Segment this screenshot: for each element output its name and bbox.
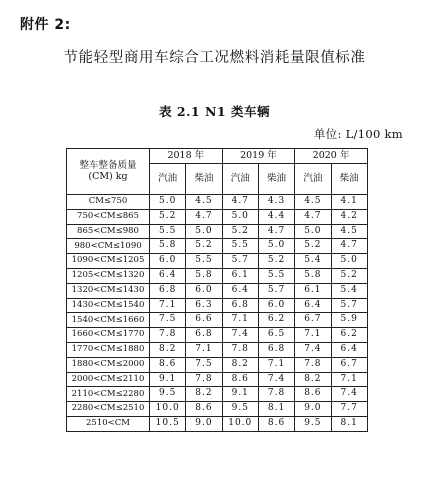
- limit-value-cell: 5.0: [258, 239, 294, 254]
- limit-value-cell: 8.1: [331, 416, 367, 431]
- limit-value-cell: 4.7: [258, 224, 294, 239]
- table-body: [67, 195, 368, 432]
- limit-value-cell: 6.0: [258, 298, 294, 313]
- limit-value-cell: 5.0: [186, 224, 222, 239]
- year-header-2018: 2018 年: [150, 149, 223, 164]
- limit-value-cell: 6.4: [222, 283, 258, 298]
- table-row: [67, 254, 368, 269]
- limit-value-cell: 5.2: [331, 268, 367, 283]
- mass-column-header: [67, 149, 150, 195]
- mass-range-cell: 980<CM≤1090: [67, 239, 150, 254]
- table-row: [67, 313, 368, 328]
- table-row: [67, 357, 368, 372]
- limit-value-cell: 5.8: [295, 268, 331, 283]
- mass-range-cell: 1540<CM≤1660: [67, 313, 150, 328]
- limit-value-cell: 8.2: [295, 372, 331, 387]
- attachment-label: 附件 2:: [20, 17, 71, 33]
- table-title: 表 2.1 N1 类车辆: [159, 104, 270, 119]
- limit-value-cell: 5.5: [258, 268, 294, 283]
- mass-range-cell: 865<CM≤980: [67, 224, 150, 239]
- limit-value-cell: 4.5: [186, 195, 222, 210]
- limit-value-cell: 10.0: [150, 402, 186, 417]
- limit-value-cell: 7.1: [258, 357, 294, 372]
- limit-value-cell: 4.7: [331, 239, 367, 254]
- limit-value-cell: 6.8: [258, 342, 294, 357]
- limit-value-cell: 4.7: [295, 209, 331, 224]
- limit-value-cell: 5.2: [295, 239, 331, 254]
- limit-value-cell: 5.8: [186, 268, 222, 283]
- mass-range-cell: 1090<CM≤1205: [67, 254, 150, 269]
- table-row: [67, 342, 368, 357]
- limit-value-cell: 7.5: [186, 357, 222, 372]
- limit-value-cell: 6.1: [222, 268, 258, 283]
- limit-value-cell: 6.2: [258, 313, 294, 328]
- table-row: [67, 402, 368, 417]
- unit-note: 单位: L/100 km: [313, 127, 403, 141]
- limit-value-cell: 4.7: [222, 195, 258, 210]
- limit-value-cell: 5.0: [295, 224, 331, 239]
- mass-header-line1: 整车整备质量: [79, 160, 137, 172]
- limit-value-cell: 4.3: [258, 195, 294, 210]
- table-row: [67, 195, 368, 210]
- limit-value-cell: 6.8: [222, 298, 258, 313]
- limit-value-cell: 4.1: [331, 195, 367, 210]
- limit-value-cell: 8.2: [186, 387, 222, 402]
- limit-value-cell: 9.5: [150, 387, 186, 402]
- limit-value-cell: 6.0: [150, 254, 186, 269]
- limit-value-cell: 10.0: [222, 416, 258, 431]
- fuel-header-diesel: 柴油: [186, 164, 222, 195]
- limit-value-cell: 5.7: [331, 298, 367, 313]
- limit-value-cell: 5.5: [222, 239, 258, 254]
- limit-value-cell: 9.1: [150, 372, 186, 387]
- table-row: [67, 387, 368, 402]
- limit-value-cell: 7.8: [295, 357, 331, 372]
- limit-value-cell: 7.4: [222, 328, 258, 343]
- limit-value-cell: 7.8: [186, 372, 222, 387]
- table-row: [67, 268, 368, 283]
- limit-value-cell: 8.6: [295, 387, 331, 402]
- limit-value-cell: 9.0: [295, 402, 331, 417]
- limit-value-cell: 5.5: [186, 254, 222, 269]
- limit-value-cell: 7.1: [186, 342, 222, 357]
- limit-value-cell: 8.6: [222, 372, 258, 387]
- year-header-2020: 2020 年: [295, 149, 368, 164]
- limit-value-cell: 7.5: [150, 313, 186, 328]
- year-header-2019: 2019 年: [222, 149, 295, 164]
- limit-value-cell: 9.5: [222, 402, 258, 417]
- table-row: [67, 372, 368, 387]
- fuel-header-diesel: 柴油: [331, 164, 367, 195]
- limit-value-cell: 4.2: [331, 209, 367, 224]
- table-row: [67, 209, 368, 224]
- mass-range-cell: CM≤750: [67, 195, 150, 210]
- limit-value-cell: 7.8: [258, 387, 294, 402]
- limit-value-cell: 6.0: [186, 283, 222, 298]
- limit-value-cell: 5.0: [150, 195, 186, 210]
- limit-value-cell: 5.2: [150, 209, 186, 224]
- limit-value-cell: 8.6: [258, 416, 294, 431]
- limit-value-cell: 7.8: [222, 342, 258, 357]
- limit-value-cell: 7.1: [222, 313, 258, 328]
- limit-value-cell: 8.2: [150, 342, 186, 357]
- limit-value-cell: 9.0: [186, 416, 222, 431]
- table-row: [67, 298, 368, 313]
- mass-range-cell: 1660<CM≤1770: [67, 328, 150, 343]
- limit-value-cell: 8.2: [222, 357, 258, 372]
- limit-value-cell: 5.4: [331, 283, 367, 298]
- limit-value-cell: 6.1: [295, 283, 331, 298]
- mass-range-cell: 2510<CM: [67, 416, 150, 431]
- table-header-years: [67, 149, 368, 164]
- mass-range-cell: 1430<CM≤1540: [67, 298, 150, 313]
- limit-value-cell: 5.4: [295, 254, 331, 269]
- limit-value-cell: 7.4: [295, 342, 331, 357]
- limit-value-cell: 5.2: [222, 224, 258, 239]
- mass-range-cell: 2110<CM≤2280: [67, 387, 150, 402]
- limit-value-cell: 6.4: [331, 342, 367, 357]
- limit-value-cell: 5.0: [222, 209, 258, 224]
- limit-value-cell: 6.2: [331, 328, 367, 343]
- limit-value-cell: 5.7: [258, 283, 294, 298]
- limit-value-cell: 5.9: [331, 313, 367, 328]
- limit-value-cell: 7.1: [150, 298, 186, 313]
- limit-value-cell: 5.5: [150, 224, 186, 239]
- limit-value-cell: 5.2: [258, 254, 294, 269]
- table-row: [67, 328, 368, 343]
- limit-value-cell: 7.4: [258, 372, 294, 387]
- mass-range-cell: 2280<CM≤2510: [67, 402, 150, 417]
- mass-range-cell: 1880<CM≤2000: [67, 357, 150, 372]
- limit-value-cell: 10.5: [150, 416, 186, 431]
- document-title: 节能轻型商用车综合工况燃料消耗量限值标准: [63, 50, 366, 66]
- fuel-header-gasoline: 汽油: [295, 164, 331, 195]
- limit-value-cell: 5.7: [222, 254, 258, 269]
- limit-value-cell: 4.5: [331, 224, 367, 239]
- limit-value-cell: 6.6: [186, 313, 222, 328]
- table-row: [67, 283, 368, 298]
- limit-value-cell: 4.4: [258, 209, 294, 224]
- limit-value-cell: 5.2: [186, 239, 222, 254]
- limit-value-cell: 9.1: [222, 387, 258, 402]
- mass-range-cell: 750<CM≤865: [67, 209, 150, 224]
- mass-range-cell: 1205<CM≤1320: [67, 268, 150, 283]
- limit-value-cell: 6.8: [186, 328, 222, 343]
- limit-value-cell: 4.5: [295, 195, 331, 210]
- fuel-header-gasoline: 汽油: [150, 164, 186, 195]
- mass-range-cell: 2000<CM≤2110: [67, 372, 150, 387]
- limit-value-cell: 6.3: [186, 298, 222, 313]
- mass-range-cell: 1770<CM≤1880: [67, 342, 150, 357]
- limit-value-cell: 7.8: [150, 328, 186, 343]
- limit-value-cell: 6.4: [295, 298, 331, 313]
- limit-value-cell: 6.8: [150, 283, 186, 298]
- mass-header-line2: (CM) kg: [88, 170, 128, 182]
- limit-value-cell: 7.1: [331, 372, 367, 387]
- limit-value-cell: 9.5: [295, 416, 331, 431]
- table-row: [67, 239, 368, 254]
- limit-value-cell: 5.8: [150, 239, 186, 254]
- limit-value-cell: 6.4: [150, 268, 186, 283]
- limit-value-cell: 8.6: [186, 402, 222, 417]
- limit-value-cell: 6.5: [258, 328, 294, 343]
- fuel-header-diesel: 柴油: [258, 164, 294, 195]
- limit-value-cell: 7.4: [331, 387, 367, 402]
- limit-value-cell: 4.7: [186, 209, 222, 224]
- fuel-limit-table: [66, 148, 368, 432]
- mass-range-cell: 1320<CM≤1430: [67, 283, 150, 298]
- limit-value-cell: 7.1: [295, 328, 331, 343]
- limit-value-cell: 7.7: [331, 402, 367, 417]
- limit-value-cell: 6.7: [331, 357, 367, 372]
- limit-value-cell: 8.6: [150, 357, 186, 372]
- limit-value-cell: 6.7: [295, 313, 331, 328]
- limit-value-cell: 8.1: [258, 402, 294, 417]
- limit-value-cell: 5.0: [331, 254, 367, 269]
- table-row: [67, 416, 368, 431]
- fuel-header-gasoline: 汽油: [222, 164, 258, 195]
- table-row: [67, 224, 368, 239]
